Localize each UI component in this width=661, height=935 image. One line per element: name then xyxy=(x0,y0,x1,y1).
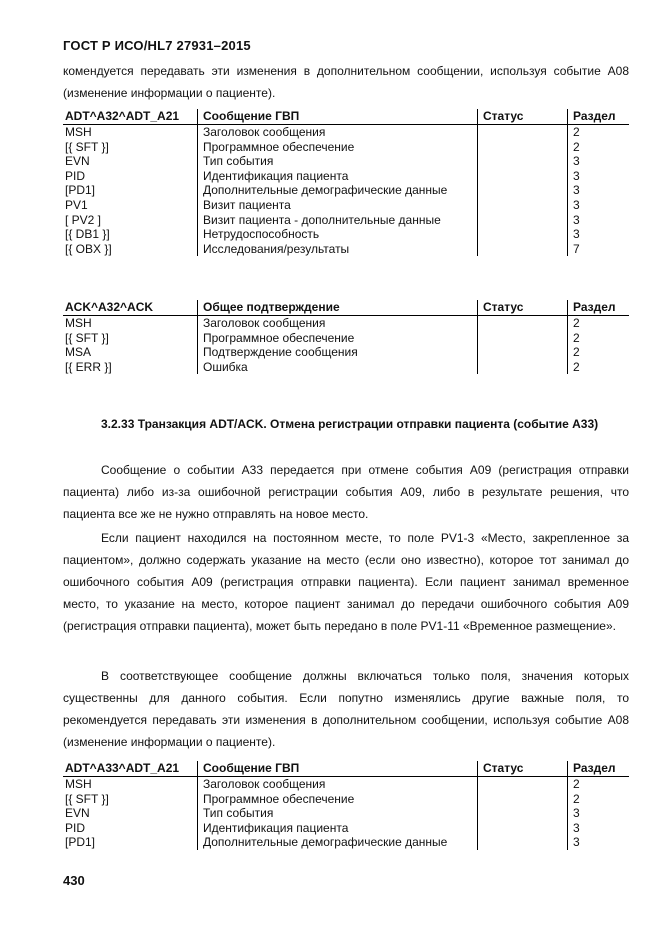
segment-code: MSH xyxy=(65,777,92,791)
column-header: Раздел xyxy=(568,761,630,777)
segment-status xyxy=(478,169,568,184)
table-row xyxy=(63,345,629,360)
segment-status xyxy=(478,316,568,331)
table-header-row xyxy=(63,300,629,316)
segment-description: Программное обеспечение xyxy=(198,792,478,807)
table-row xyxy=(63,213,629,228)
table-row xyxy=(63,169,629,184)
table-header-row xyxy=(63,109,629,125)
segment-section: 3 xyxy=(568,806,630,821)
segment-description: Визит пациента - дополнительные данные xyxy=(198,213,478,228)
segment-section: 3 xyxy=(568,198,630,213)
column-header: Статус xyxy=(478,761,568,777)
segment-section: 2 xyxy=(568,316,630,331)
segment-status xyxy=(478,242,568,257)
segment-description: Визит пациента xyxy=(198,198,478,213)
table-row xyxy=(63,125,629,140)
intro-paragraph: комендуется передавать эти изменения в дополнительном сообщении, используя событие A08 (изменение информации о пациенте). xyxy=(63,64,629,100)
segment-section: 2 xyxy=(568,331,630,346)
table-row xyxy=(63,821,629,836)
segment-section: 2 xyxy=(568,777,630,792)
column-header: ADT^A32^ADT_A21 xyxy=(63,109,198,125)
table-header-row xyxy=(63,761,629,777)
segment-status xyxy=(478,821,568,836)
segment-status xyxy=(478,227,568,242)
segment-status xyxy=(478,835,568,850)
segment-code: [{ SFT }] xyxy=(65,139,109,154)
segment-description: Нетрудоспособность xyxy=(198,227,478,242)
document-header: ГОСТ Р ИСО/HL7 27931–2015 xyxy=(63,38,251,53)
segment-description: Программное обеспечение xyxy=(198,140,478,155)
segment-section: 7 xyxy=(568,242,630,257)
table-row xyxy=(63,835,629,850)
segment-description: Заголовок сообщения xyxy=(198,777,478,792)
paragraph-2: Если пациент находился на постоянном месте, то поле PV1-3 «Место, закрепленное за пациентом», должно содержать указание на место (если оно известно), которое тот занимал до ошибочного события A09 (регистрация отправки пациента). Если пациент занимал временное место, то указание на место, которое пациент занимал до передачи ошибочного события A09 (регистрация отправки пациента), может быть передано в поле PV1-11 «Временное размещение». xyxy=(63,531,629,633)
segment-code: [{ ERR }] xyxy=(65,359,112,374)
column-header: Раздел xyxy=(568,109,630,125)
segment-section: 2 xyxy=(568,140,630,155)
column-header: Сообщение ГВП xyxy=(198,761,478,777)
segment-table-ack-a32 xyxy=(63,300,629,374)
segment-section: 2 xyxy=(568,792,630,807)
segment-description: Тип события xyxy=(198,154,478,169)
segment-section: 3 xyxy=(568,821,630,836)
segment-status xyxy=(478,125,568,140)
segment-code: [{ SFT }] xyxy=(65,791,109,806)
segment-section: 3 xyxy=(568,835,630,850)
segment-code: EVN xyxy=(65,154,90,169)
segment-code: MSH xyxy=(65,125,92,139)
table-row xyxy=(63,360,629,375)
segment-code: [{ OBX }] xyxy=(65,241,112,256)
segment-status xyxy=(478,154,568,169)
segment-status xyxy=(478,183,568,198)
segment-section: 2 xyxy=(568,345,630,360)
table-row xyxy=(63,140,629,155)
column-header: Общее подтверждение xyxy=(198,300,478,316)
paragraph-3: В соответствующее сообщение должны включаться только поля, значения которых существенны для данного события. Если попутно изменялись другие важные поля, то рекомендуется передавать эти изменения в дополнительном сообщении, используя событие A08 (изменение информации о пациенте). xyxy=(63,669,629,749)
page-number: 430 xyxy=(63,873,85,888)
segment-description: Исследования/результаты xyxy=(198,242,478,257)
segment-section: 2 xyxy=(568,125,630,140)
table-row xyxy=(63,227,629,242)
table-row xyxy=(63,777,629,792)
segment-description: Дополнительные демографические данные xyxy=(198,183,478,198)
segment-section: 3 xyxy=(568,213,630,228)
column-header: Статус xyxy=(478,300,568,316)
segment-section: 3 xyxy=(568,169,630,184)
table-row xyxy=(63,331,629,346)
segment-code: EVN xyxy=(65,806,90,821)
segment-section: 3 xyxy=(568,183,630,198)
segment-code: MSH xyxy=(65,316,92,330)
segment-code: PID xyxy=(65,820,86,835)
table-row xyxy=(63,316,629,331)
table-row xyxy=(63,792,629,807)
column-header: Раздел xyxy=(568,300,630,316)
table-row xyxy=(63,154,629,169)
segment-section: 3 xyxy=(568,154,630,169)
segment-description: Заголовок сообщения xyxy=(198,316,478,331)
segment-description: Идентификация пациента xyxy=(198,169,478,184)
segment-description: Дополнительные демографические данные xyxy=(198,835,478,850)
segment-code: [{ SFT }] xyxy=(65,330,109,345)
segment-table-adt-a32 xyxy=(63,109,629,256)
segment-description: Подтверждение сообщения xyxy=(198,345,478,360)
segment-code: [PD1] xyxy=(65,183,96,198)
section-heading: 3.2.33 Транзакция ADT/ACK. Отмена регистрации отправки пациента (событие A33) xyxy=(101,417,599,431)
segment-description: Программное обеспечение xyxy=(198,331,478,346)
segment-description: Идентификация пациента xyxy=(198,821,478,836)
table-row xyxy=(63,806,629,821)
segment-status xyxy=(478,331,568,346)
segment-code: [ PV2 ] xyxy=(65,212,102,227)
segment-code: PID xyxy=(65,168,86,183)
column-header: ADT^A33^ADT_A21 xyxy=(63,761,198,777)
segment-description: Заголовок сообщения xyxy=(198,125,478,140)
table-row xyxy=(63,198,629,213)
segment-description: Ошибка xyxy=(198,360,478,375)
segment-status xyxy=(478,345,568,360)
segment-table-adt-a33 xyxy=(63,761,629,850)
segment-status xyxy=(478,198,568,213)
column-header: Сообщение ГВП xyxy=(198,109,478,125)
paragraph-1: Сообщение о событии A33 передается при отмене события A09 (регистрация отправки пациента) либо из-за ошибочной регистрации события A09, либо в результате решения, что пациента все же не нужно отправлять на новое место. xyxy=(63,463,629,521)
segment-status xyxy=(478,792,568,807)
segment-status xyxy=(478,213,568,228)
segment-description: Тип события xyxy=(198,806,478,821)
segment-status xyxy=(478,360,568,375)
segment-section: 3 xyxy=(568,227,630,242)
column-header: Статус xyxy=(478,109,568,125)
segment-status xyxy=(478,806,568,821)
segment-code: PV1 xyxy=(65,197,88,212)
segment-code: MSA xyxy=(65,345,92,360)
table-row xyxy=(63,242,629,257)
column-header: ACK^A32^ACK xyxy=(63,300,198,316)
segment-section: 2 xyxy=(568,360,630,375)
segment-code: [PD1] xyxy=(65,835,96,850)
table-row xyxy=(63,183,629,198)
segment-code: [{ DB1 }] xyxy=(65,227,110,242)
segment-status xyxy=(478,777,568,792)
segment-status xyxy=(478,140,568,155)
